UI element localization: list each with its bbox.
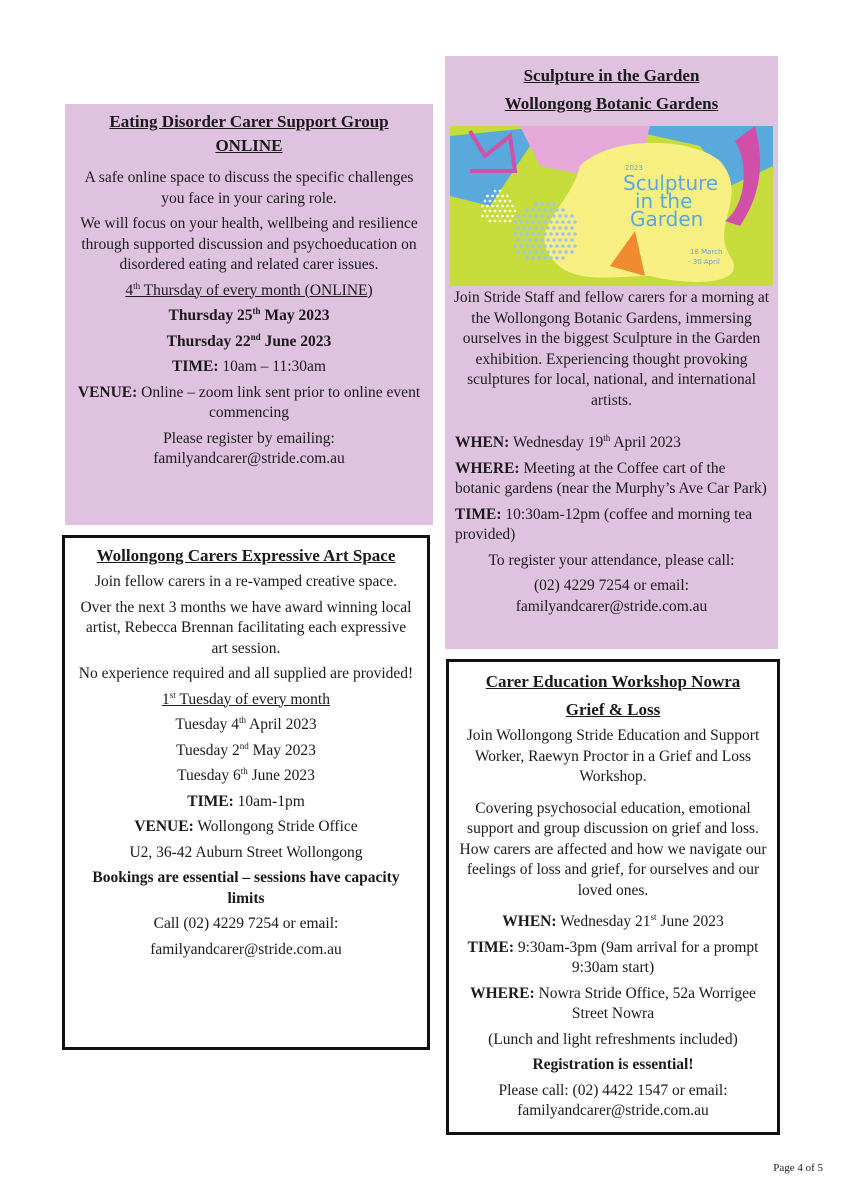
title-line-1: Eating Disorder Carer Support Group [109, 112, 389, 131]
dot [494, 200, 497, 203]
email-link[interactable]: familyandcarer@stride.com.au [517, 1102, 709, 1119]
dot [511, 215, 514, 218]
dot [504, 200, 507, 203]
eating-disorder-title [75, 110, 423, 158]
venue-text: VENUE: Wollongong Stride Office [134, 818, 358, 835]
dot [555, 232, 559, 236]
dot [546, 202, 550, 206]
registration-text: Registration is essential! [532, 1056, 694, 1073]
dot [570, 214, 574, 218]
dot [504, 220, 507, 223]
dot [555, 208, 559, 212]
dot [564, 214, 568, 218]
dot [555, 244, 559, 248]
dot [543, 256, 547, 260]
dot [486, 205, 489, 208]
dot [573, 244, 577, 248]
dot [537, 208, 541, 212]
dot [528, 226, 532, 230]
dot [567, 220, 571, 224]
dot [525, 256, 529, 260]
register-text: Please register by emailing: [163, 429, 335, 447]
dot [509, 200, 512, 203]
dot [486, 195, 489, 198]
date-2: Thursday 22nd June 2023 [166, 331, 332, 350]
dot [543, 220, 547, 224]
dot [499, 200, 502, 203]
dot [494, 210, 497, 213]
dot [501, 205, 504, 208]
dot [509, 210, 512, 213]
dot [516, 226, 520, 230]
workshop-title [455, 668, 771, 724]
dot [496, 195, 499, 198]
intro-text: Join Wollongong Stride Education and Support Worker, Raewyn Proctor in a Grief and Loss Workshop. [466, 727, 760, 785]
dot [534, 226, 538, 230]
dot [525, 232, 529, 236]
time-text: TIME: 9:30am-3pm (9am arrival for a prompt 9:30am start) [467, 938, 759, 976]
bookings-text: Bookings are essential – sessions have capacity limits [92, 869, 400, 907]
venue-text: VENUE: Online – zoom link sent prior to online event commencing [77, 383, 421, 421]
art-space-card [62, 535, 430, 1050]
date-1: Thursday 25th May 2023 [168, 306, 330, 324]
dot [516, 250, 520, 254]
dot [534, 214, 538, 218]
dot [513, 220, 517, 224]
poster-line-2: in the [635, 189, 693, 213]
artist-text: Over the next 3 months we have award winning local artist, Rebecca Brennan facilitating each expressive art session. [80, 598, 412, 657]
dot [496, 215, 499, 218]
dot [564, 226, 568, 230]
dot [561, 256, 565, 260]
dot [516, 214, 520, 218]
dot [501, 215, 504, 218]
dot [561, 208, 565, 212]
dot [522, 214, 526, 218]
poster-year: 2023 [625, 164, 643, 172]
dot [561, 232, 565, 236]
schedule-text: 4th Thursday of every month (ONLINE) [125, 280, 373, 299]
dot [552, 250, 556, 254]
dot [537, 232, 541, 236]
eating-disorder-card [65, 104, 433, 525]
dot [506, 215, 509, 218]
dot [552, 226, 556, 230]
dot [499, 190, 502, 193]
time-text: TIME: 10:30am-12pm (coffee and morning tea provided) [455, 505, 753, 543]
dot [522, 226, 526, 230]
dot [499, 220, 502, 223]
dot [540, 202, 544, 206]
dot [499, 210, 502, 213]
dot [519, 232, 523, 236]
dot [570, 226, 574, 230]
when-text: WHEN: Wednesday 19th April 2023 [455, 433, 681, 451]
dot [534, 250, 538, 254]
schedule-text: 1st Tuesday of every month [162, 689, 330, 708]
title-line-1: Sculpture in the Garden [523, 66, 700, 85]
dot [537, 220, 541, 224]
dot [531, 244, 535, 248]
dot [549, 244, 553, 248]
dot [549, 232, 553, 236]
dot [546, 214, 550, 218]
dot [558, 250, 562, 254]
dot [558, 226, 562, 230]
dot [543, 208, 547, 212]
dot [496, 205, 499, 208]
dot [531, 220, 535, 224]
date-3: Tuesday 6th June 2023 [177, 766, 315, 784]
covering-text: Covering psychosocial education, emotional support and group discussion on grief and loss. How carers are affected and how we navigate our feelings of loss and grief, for ourselves and our loved ones. [459, 799, 767, 899]
email-link[interactable]: familyandcarer@stride.com.au [515, 597, 708, 615]
dot [522, 238, 526, 242]
dot [509, 220, 512, 223]
sculpture-description: Join Stride Staff and fellow carers for a morning at the Wollongong Botanic Gardens, immersing ourselves in the biggest Sculpture in the Garden exhibition. Experiencing thought provoking sculptures for local, national, and international artists. [453, 289, 770, 409]
dot [570, 238, 574, 242]
dot [484, 210, 487, 213]
dot [558, 238, 562, 242]
dot [570, 250, 574, 254]
dot [552, 238, 556, 242]
dot [522, 250, 526, 254]
dot [552, 214, 556, 218]
art-space-title: Wollongong Carers Expressive Art Space [96, 546, 396, 565]
time-text: TIME: 10am – 11:30am [172, 358, 326, 375]
dot [504, 210, 507, 213]
dot [543, 244, 547, 248]
dot [531, 256, 535, 260]
dot [567, 244, 571, 248]
when-text: WHEN: Wednesday 21st June 2023 [502, 912, 724, 930]
dot [564, 238, 568, 242]
date-2: Tuesday 2nd May 2023 [176, 740, 316, 759]
dot [491, 195, 494, 198]
no-experience-text: No experience required and all supplied are provided! [78, 665, 414, 682]
call-text[interactable]: Please call: (02) 4422 1547 or email: [498, 1081, 728, 1099]
poster-line-3: Garden [630, 207, 704, 231]
dot [534, 202, 538, 206]
dot [494, 190, 497, 193]
dot [534, 238, 538, 242]
dot [567, 232, 571, 236]
dot [519, 244, 523, 248]
dot [491, 205, 494, 208]
dot [555, 220, 559, 224]
dot [537, 256, 541, 260]
dot [573, 220, 577, 224]
dot [494, 220, 497, 223]
sculpture-card [445, 56, 778, 649]
focus-text: We will focus on your health, wellbeing and resilience through supported discussion and psychoeducation on disordered eating and related carer issues. [80, 215, 418, 273]
dot [506, 195, 509, 198]
dot [543, 232, 547, 236]
dot [481, 215, 484, 218]
poster-line-1: Sculpture [623, 171, 719, 195]
address-text: U2, 36-42 Auburn Street Wollongong [129, 843, 363, 861]
dot [555, 256, 559, 260]
title-line-1: Carer Education Workshop Nowra [485, 672, 741, 691]
page-number: Page 4 of 5 [773, 1162, 823, 1174]
dot [501, 195, 504, 198]
dot [486, 215, 489, 218]
dot [481, 205, 484, 208]
dot [528, 238, 532, 242]
dot [561, 244, 565, 248]
title-line-2: Grief & Loss [565, 700, 661, 719]
dot [489, 200, 492, 203]
dot [540, 214, 544, 218]
dot [514, 210, 517, 213]
dot [506, 205, 509, 208]
poster-dates-1: 18 March [690, 248, 723, 256]
dot [540, 250, 544, 254]
dot [549, 208, 553, 212]
title-line-2: ONLINE [215, 136, 283, 155]
dot [558, 214, 562, 218]
dot [525, 220, 529, 224]
dot [511, 205, 514, 208]
dot [561, 220, 565, 224]
dot [531, 208, 535, 212]
dot [531, 232, 535, 236]
sculpture-poster-image [450, 126, 773, 286]
poster-dates-2: - 30 April [688, 258, 720, 266]
dot [484, 200, 487, 203]
phone-text[interactable]: (02) 4229 7254 or email: [534, 577, 689, 594]
workshop-card [446, 659, 780, 1135]
dot [552, 202, 556, 206]
dot [491, 215, 494, 218]
intro-text: Join fellow carers in a re-vamped creative space. [94, 573, 398, 590]
dot [540, 226, 544, 230]
dot [519, 220, 523, 224]
dot [537, 244, 541, 248]
email-link[interactable]: familyandcarer@stride.com.au [153, 450, 345, 467]
dot [549, 256, 553, 260]
dot [540, 238, 544, 242]
dot [528, 214, 532, 218]
sculpture-title [450, 62, 773, 118]
dot [546, 226, 550, 230]
dot [513, 232, 517, 236]
intro-text: A safe online space to discuss the specific challenges you face in your caring role. [84, 169, 414, 207]
dot [546, 238, 550, 242]
dot [525, 244, 529, 248]
call-text[interactable]: Call (02) 4229 7254 or email: [153, 915, 339, 932]
dot [525, 208, 529, 212]
time-text: TIME: 10am-1pm [187, 792, 305, 810]
register-text: To register your attendance, please call: [488, 551, 735, 569]
dot [573, 232, 577, 236]
dot [513, 244, 517, 248]
dot [489, 220, 492, 223]
where-text: WHERE: Meeting at the Coffee cart of the botanic gardens (near the Murphy’s Ave Car Park) [455, 459, 767, 497]
where-text: WHERE: Nowra Stride Office, 52a Worrigee Street Nowra [470, 984, 756, 1022]
title-line-2: Wollongong Botanic Gardens [504, 94, 719, 113]
dot [564, 250, 568, 254]
dot [546, 250, 550, 254]
lunch-text: (Lunch and light refreshments included) [488, 1030, 738, 1048]
date-1: Tuesday 4th April 2023 [175, 715, 317, 733]
dot [549, 220, 553, 224]
dot [528, 250, 532, 254]
email-link[interactable]: familyandcarer@stride.com.au [150, 940, 342, 958]
dot [516, 238, 520, 242]
dot [489, 210, 492, 213]
